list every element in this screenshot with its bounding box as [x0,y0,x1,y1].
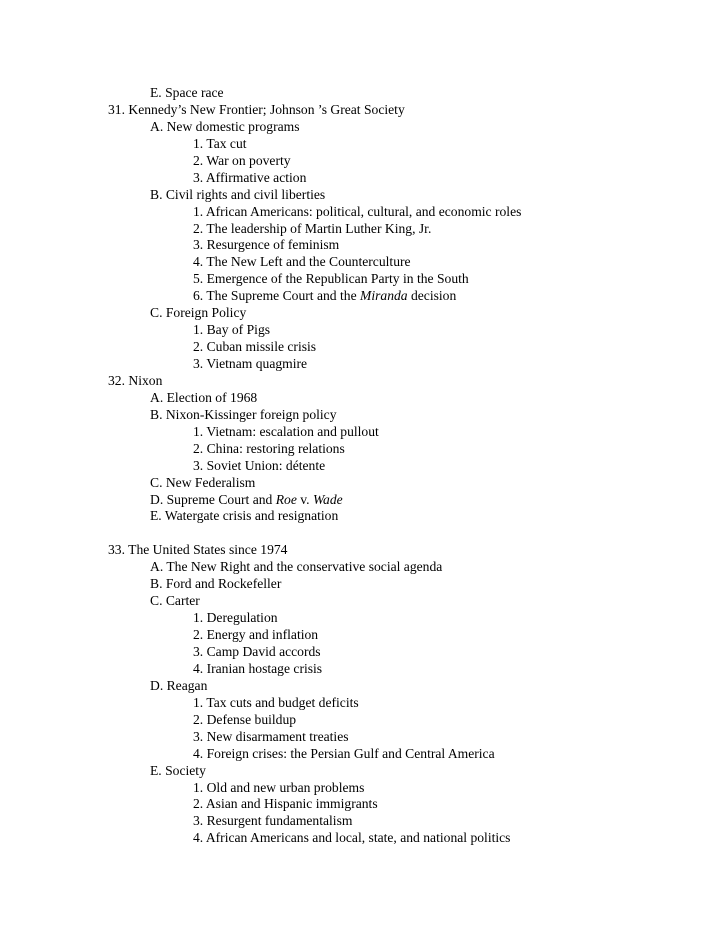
course-outline [0,85,728,847]
outline-subitem: 5. Emergence of the Republican Party in the South [193,271,469,287]
section-33-heading: 33. The United States since 1974 [108,542,288,558]
outline-item: C. Carter [150,593,200,609]
text-segment: D. Supreme Court and [150,491,276,507]
text-segment: 6. The Supreme Court and the [193,288,360,304]
section-spacer [0,525,728,542]
text-segment: v. [296,491,313,507]
outline-subitem: 1. African Americans: political, cultural, and economic roles [193,203,522,219]
outline-subitem: 2. Defense buildup [193,711,297,727]
outline-subitem: 2. Energy and inflation [193,627,319,643]
outline-item: D. Reagan [150,677,208,693]
outline-item: C. New Federalism [150,474,256,490]
outline-item: E. Watergate crisis and resignation [150,508,339,524]
outline-subitem: 2. War on poverty [193,152,291,168]
section-31-heading: 31. Kennedy’s New Frontier; Johnson ’s Great Society [108,101,405,117]
outline-item-space-race: E. Space race [150,85,224,100]
outline-subitem: 2. China: restoring relations [193,440,345,456]
outline-item: E. Society [150,762,206,778]
outline-item: B. Nixon-Kissinger foreign policy [150,406,337,422]
outline-item: A. Election of 1968 [150,389,258,405]
outline-subitem: 1. Deregulation [193,610,278,626]
outline-subitem: 1. Old and new urban problems [193,779,365,795]
outline-subitem: 3. Camp David accords [193,644,321,659]
outline-subitem: 4. Foreign crises: the Persian Gulf and Central America [193,745,495,761]
italic-case-name: Roe [275,491,297,507]
outline-item: A. New domestic programs [150,118,300,134]
outline-subitem: 4. Iranian hostage crisis [193,660,323,676]
outline-item: A. The New Right and the conservative social agenda [150,559,443,575]
outline-subitem: 4. African Americans and local, state, and national politics [193,830,511,846]
outline-subitem-miranda [0,288,728,305]
outline-subitem: 3. New disarmament treaties [193,728,349,744]
outline-item: B. Civil rights and civil liberties [150,186,326,202]
outline-subitem: 3. Affirmative action [193,169,307,185]
outline-subitem: 1. Tax cut [193,135,247,151]
outline-subitem: 1. Tax cuts and budget deficits [193,694,359,710]
section-32-heading: 32. Nixon [108,372,163,388]
outline-subitem: 3. Resurgence of feminism [193,237,340,253]
outline-subitem: 1. Bay of Pigs [193,322,271,338]
outline-subitem: 3. Soviet Union: détente [193,457,326,473]
outline-subitem: 1. Vietnam: escalation and pullout [193,423,379,439]
outline-item: C. Foreign Policy [150,305,247,321]
outline-subitem: 4. The New Left and the Counterculture [193,254,411,270]
italic-case-name: Wade [312,491,343,507]
text-segment: decision [407,288,457,304]
outline-subitem: 2. Asian and Hispanic immigrants [193,796,378,812]
outline-subitem: 3. Vietnam quagmire [193,356,308,371]
outline-item: B. Ford and Rockefeller [150,576,282,592]
outline-subitem: 2. Cuban missile crisis [193,339,317,355]
outline-subitem: 2. The leadership of Martin Luther King, Jr. [193,220,432,236]
outline-subitem: 3. Resurgent fundamentalism [193,813,353,829]
outline-item-roe-v-wade [0,492,728,509]
italic-case-name: Miranda [360,288,408,304]
